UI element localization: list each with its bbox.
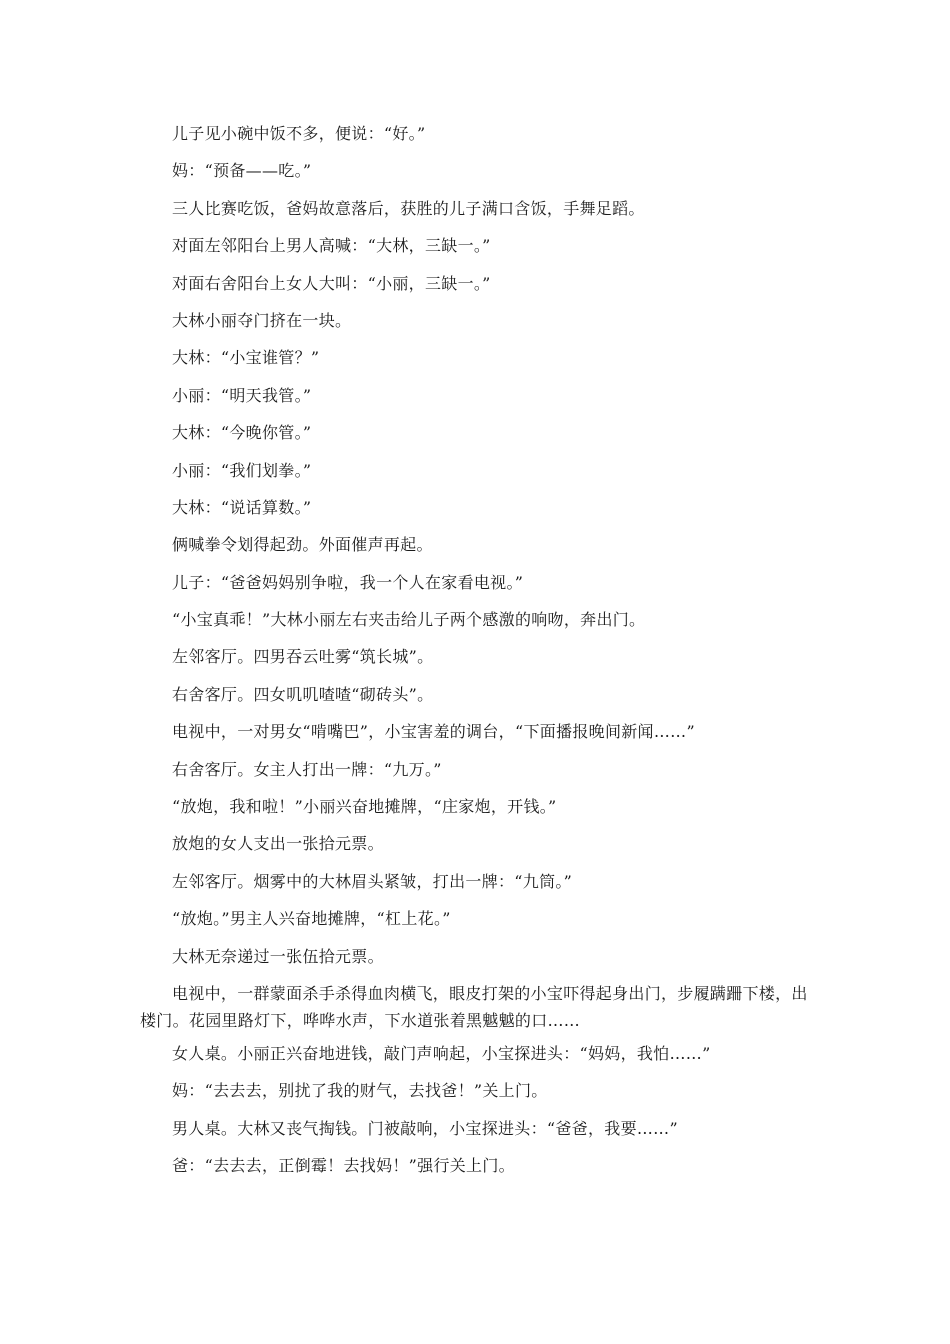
paragraph: “小宝真乖！”大林小丽左右夹击给儿子两个感激的响吻，奔出门。: [172, 610, 646, 630]
paragraph: 大林无奈递过一张伍拾元票。: [172, 946, 384, 966]
paragraph: 女人桌。小丽正兴奋地进钱，敲门声响起，小宝探进头：“妈妈，我怕……”: [172, 1043, 711, 1063]
paragraph: 小丽：“我们划拳。”: [172, 460, 312, 480]
paragraph: 电视中，一对男女“啃嘴巴”，小宝害羞的调台，“下面播报晚间新闻……”: [172, 722, 695, 742]
paragraph: 妈：“预备——吃。”: [172, 161, 312, 181]
paragraph: 电视中，一群蒙面杀手杀得血肉横飞，眼皮打架的小宝吓得起身出门，步履蹒跚下楼，出楼门。花园里路灯下，哗哗水声，下水道张着黑魆魆的口……: [140, 983, 808, 1030]
paragraph: 男人桌。大林又丧气掏钱。门被敲响，小宝探进头：“爸爸，我要……”: [172, 1118, 678, 1138]
paragraph: 大林：“今晚你管。”: [172, 423, 312, 443]
paragraph: 小丽：“明天我管。”: [172, 385, 312, 405]
paragraph: 大林：“说话算数。”: [172, 497, 312, 517]
document-page: [140, 124, 820, 1194]
paragraph: 左邻客厅。烟雾中的大林眉头紧皱，打出一牌：“九筒。”: [172, 871, 573, 891]
paragraph: 右舍客厅。四女叽叽喳喳“砌砖头”。: [172, 684, 434, 704]
paragraph: “放炮，我和啦！”小丽兴奋地摊牌，“庄家炮，开钱。”: [172, 797, 557, 817]
paragraph: 大林小丽夺门挤在一块。: [172, 310, 352, 330]
paragraph: 儿子见小碗中饭不多，便说：“好。”: [172, 124, 426, 143]
paragraph: 对面右舍阳台上女人大叫：“小丽，三缺一。”: [172, 273, 491, 293]
paragraph: 俩喊拳令划得起劲。外面催声再起。: [172, 535, 433, 555]
paragraph: 三人比赛吃饭，爸妈故意落后，获胜的儿子满口含饭，手舞足蹈。: [172, 198, 645, 218]
paragraph: 妈：“去去去，别扰了我的财气，去找爸！”关上门。: [172, 1081, 548, 1101]
paragraph: 儿子：“爸爸妈妈别争啦，我一个人在家看电视。”: [172, 572, 524, 592]
paragraph: 放炮的女人支出一张拾元票。: [172, 834, 384, 854]
paragraph: 大林：“小宝谁管？”: [172, 348, 320, 368]
paragraph: 对面左邻阳台上男人高喊：“大林，三缺一。”: [172, 236, 491, 256]
paragraph: 左邻客厅。四男吞云吐雾“筑长城”。: [172, 647, 434, 667]
paragraph: 右舍客厅。女主人打出一牌：“九万。”: [172, 759, 442, 779]
paragraph: 爸：“去去去，正倒霉！去找妈！”强行关上门。: [172, 1156, 515, 1176]
paragraph: “放炮。”男主人兴奋地摊牌，“杠上花。”: [172, 909, 451, 929]
